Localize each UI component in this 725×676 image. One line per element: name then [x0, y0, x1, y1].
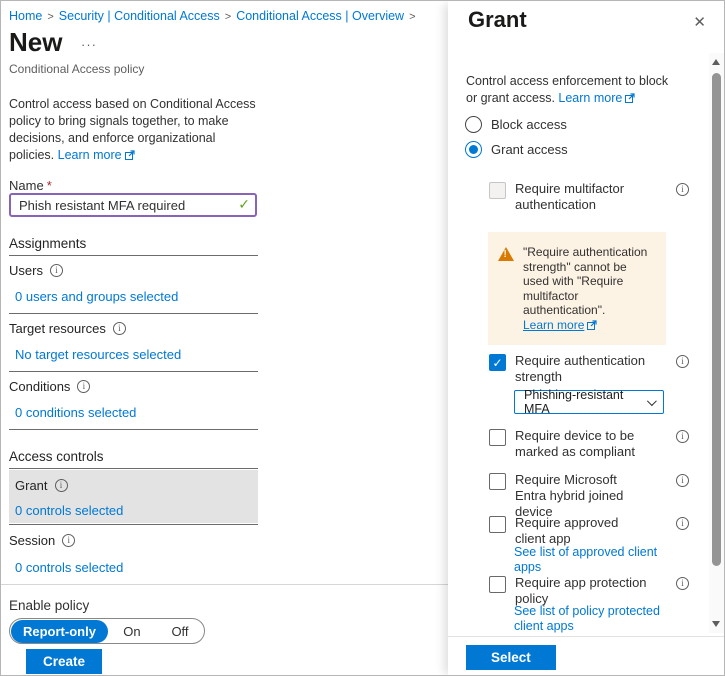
learn-more-link[interactable]: Learn more — [57, 148, 122, 162]
toggle-report-only[interactable]: Report-only — [11, 620, 108, 643]
page-subtitle: Conditional Access policy — [9, 62, 145, 76]
grant-label-text: Grant — [15, 478, 48, 493]
divider — [9, 255, 258, 256]
radio-selected-icon[interactable] — [465, 141, 482, 158]
info-icon[interactable] — [676, 474, 689, 487]
breadcrumb-conditional-access-overview[interactable]: Conditional Access | Overview — [236, 9, 405, 23]
info-icon[interactable] — [113, 322, 126, 335]
page-title: New — [9, 27, 63, 57]
checkbox-icon[interactable] — [489, 473, 506, 490]
require-compliant-device-label: Require device to be marked as compliant — [515, 428, 635, 459]
target-resources-section-label — [9, 321, 126, 336]
external-link-icon — [625, 91, 635, 108]
breadcrumb-home[interactable]: Home — [9, 9, 43, 23]
radio-unselected-icon[interactable] — [465, 116, 482, 133]
require-hybrid-joined-label: Require Microsoft Entra hybrid joined device — [515, 472, 624, 519]
divider — [9, 468, 258, 469]
toggle-on[interactable]: On — [123, 623, 141, 639]
session-label-text: Session — [9, 533, 56, 548]
warning-message-box — [488, 232, 666, 345]
grant-section-highlight[interactable] — [9, 470, 258, 523]
require-mfa-label: Require multifactor authentication — [515, 181, 625, 212]
warning-text — [523, 245, 656, 333]
panel-description — [466, 73, 678, 108]
enable-policy-toggle — [9, 618, 205, 644]
divider — [9, 313, 258, 314]
conditions-selected-link[interactable]: 0 conditions selected — [15, 405, 137, 420]
target-resources-selected-link[interactable]: No target resources selected — [15, 347, 182, 362]
panel-scroll-area — [448, 51, 725, 636]
policy-protected-apps-link[interactable]: See list of policy protected client apps — [514, 604, 660, 633]
require-auth-strength-label: Require authentication strength — [515, 353, 646, 384]
checkbox-icon[interactable] — [489, 516, 506, 533]
require-auth-strength-row — [489, 353, 689, 385]
breadcrumb-separator: > — [224, 11, 232, 23]
checkbox-checked-icon[interactable] — [489, 354, 506, 371]
panel-title: Grant — [468, 7, 527, 32]
users-section-label — [9, 263, 63, 278]
require-approved-client-app-row — [489, 515, 689, 547]
info-icon[interactable] — [676, 517, 689, 530]
grant-access-radio-row[interactable] — [465, 141, 568, 158]
require-approved-client-app-label: Require approved client app — [515, 515, 619, 546]
require-hybrid-joined-row — [489, 472, 689, 520]
name-field-label — [9, 178, 52, 193]
session-selected-link[interactable]: 0 controls selected — [15, 560, 124, 575]
scrollbar-down-icon[interactable] — [712, 621, 720, 627]
checkbox-icon[interactable] — [489, 429, 506, 446]
info-icon[interactable] — [50, 264, 63, 277]
conditions-section-label — [9, 379, 90, 394]
assignments-header: Assignments — [9, 236, 87, 251]
policy-name-input[interactable] — [9, 193, 257, 217]
external-link-icon — [125, 148, 135, 165]
valid-check-icon: ✓ — [238, 196, 250, 212]
divider — [9, 371, 258, 372]
create-button[interactable]: Create — [26, 649, 102, 674]
name-label-text: Name — [9, 178, 44, 193]
scrollbar-thumb[interactable] — [712, 73, 721, 566]
block-access-radio-row[interactable] — [465, 116, 567, 133]
checkbox-icon[interactable] — [489, 576, 506, 593]
auth-strength-dropdown-value: Phishing-resistant MFA — [524, 388, 624, 416]
divider — [9, 429, 258, 430]
users-label-text: Users — [9, 263, 43, 278]
users-selected-link[interactable]: 0 users and groups selected — [15, 289, 179, 304]
toggle-off[interactable]: Off — [171, 623, 189, 639]
warning-learn-more-link[interactable]: Learn more — [523, 317, 585, 332]
close-icon[interactable]: ✕ — [693, 14, 706, 31]
policy-description — [9, 96, 259, 165]
panel-footer — [448, 636, 725, 676]
more-menu-icon[interactable]: ··· — [81, 37, 97, 52]
session-section-label — [9, 533, 75, 548]
panel-description-text: Control access enforcement to block or grant access. — [466, 74, 669, 105]
info-icon[interactable] — [77, 380, 90, 393]
breadcrumb-security-conditional-access[interactable]: Security | Conditional Access — [58, 9, 220, 23]
grant-selected-link[interactable]: 0 controls selected — [15, 503, 124, 518]
target-resources-label-text: Target resources — [9, 321, 106, 336]
learn-more-link[interactable]: Learn more — [558, 91, 623, 105]
require-mfa-row — [489, 181, 689, 213]
require-app-protection-label: Require app protection policy — [515, 575, 647, 606]
chevron-down-icon — [647, 396, 657, 406]
block-access-label: Block access — [491, 117, 567, 132]
name-field-wrap — [9, 193, 257, 217]
access-controls-header: Access controls — [9, 449, 104, 464]
info-icon[interactable] — [55, 479, 68, 492]
breadcrumb — [9, 9, 421, 23]
external-link-icon — [587, 319, 597, 334]
require-compliant-device-row — [489, 428, 689, 460]
info-icon[interactable] — [676, 430, 689, 443]
warning-text-body: "Require authentication strength" cannot be used with "Require multifactor authentication". — [523, 245, 648, 317]
warning-icon — [498, 247, 514, 261]
breadcrumb-separator: > — [409, 11, 416, 23]
checkbox-disabled-icon[interactable] — [489, 182, 506, 199]
breadcrumb-separator: > — [47, 11, 54, 23]
scrollbar-up-icon[interactable] — [712, 59, 720, 65]
grant-access-label: Grant access — [491, 142, 568, 157]
require-app-protection-row — [489, 575, 689, 607]
auth-strength-dropdown[interactable] — [514, 390, 664, 414]
info-icon[interactable] — [676, 183, 689, 196]
footer-divider — [1, 584, 448, 585]
approved-client-apps-link[interactable]: See list of approved client apps — [514, 545, 658, 574]
info-icon[interactable] — [62, 534, 75, 547]
info-icon[interactable] — [676, 577, 689, 590]
conditions-label-text: Conditions — [9, 379, 71, 394]
policy-description-text: Control access based on Conditional Access policy to bring signals together, to make decisions, and enforce organizational policies. — [9, 97, 256, 162]
scrollbar[interactable] — [709, 53, 724, 633]
required-asterisk: * — [46, 178, 52, 193]
enable-policy-label: Enable policy — [9, 598, 90, 613]
grant-flyout-panel — [448, 1, 725, 676]
info-icon[interactable] — [676, 355, 689, 368]
grant-section-label — [15, 478, 68, 493]
divider — [9, 524, 258, 525]
policy-editor-panel — [1, 1, 448, 676]
select-button[interactable]: Select — [466, 645, 556, 670]
